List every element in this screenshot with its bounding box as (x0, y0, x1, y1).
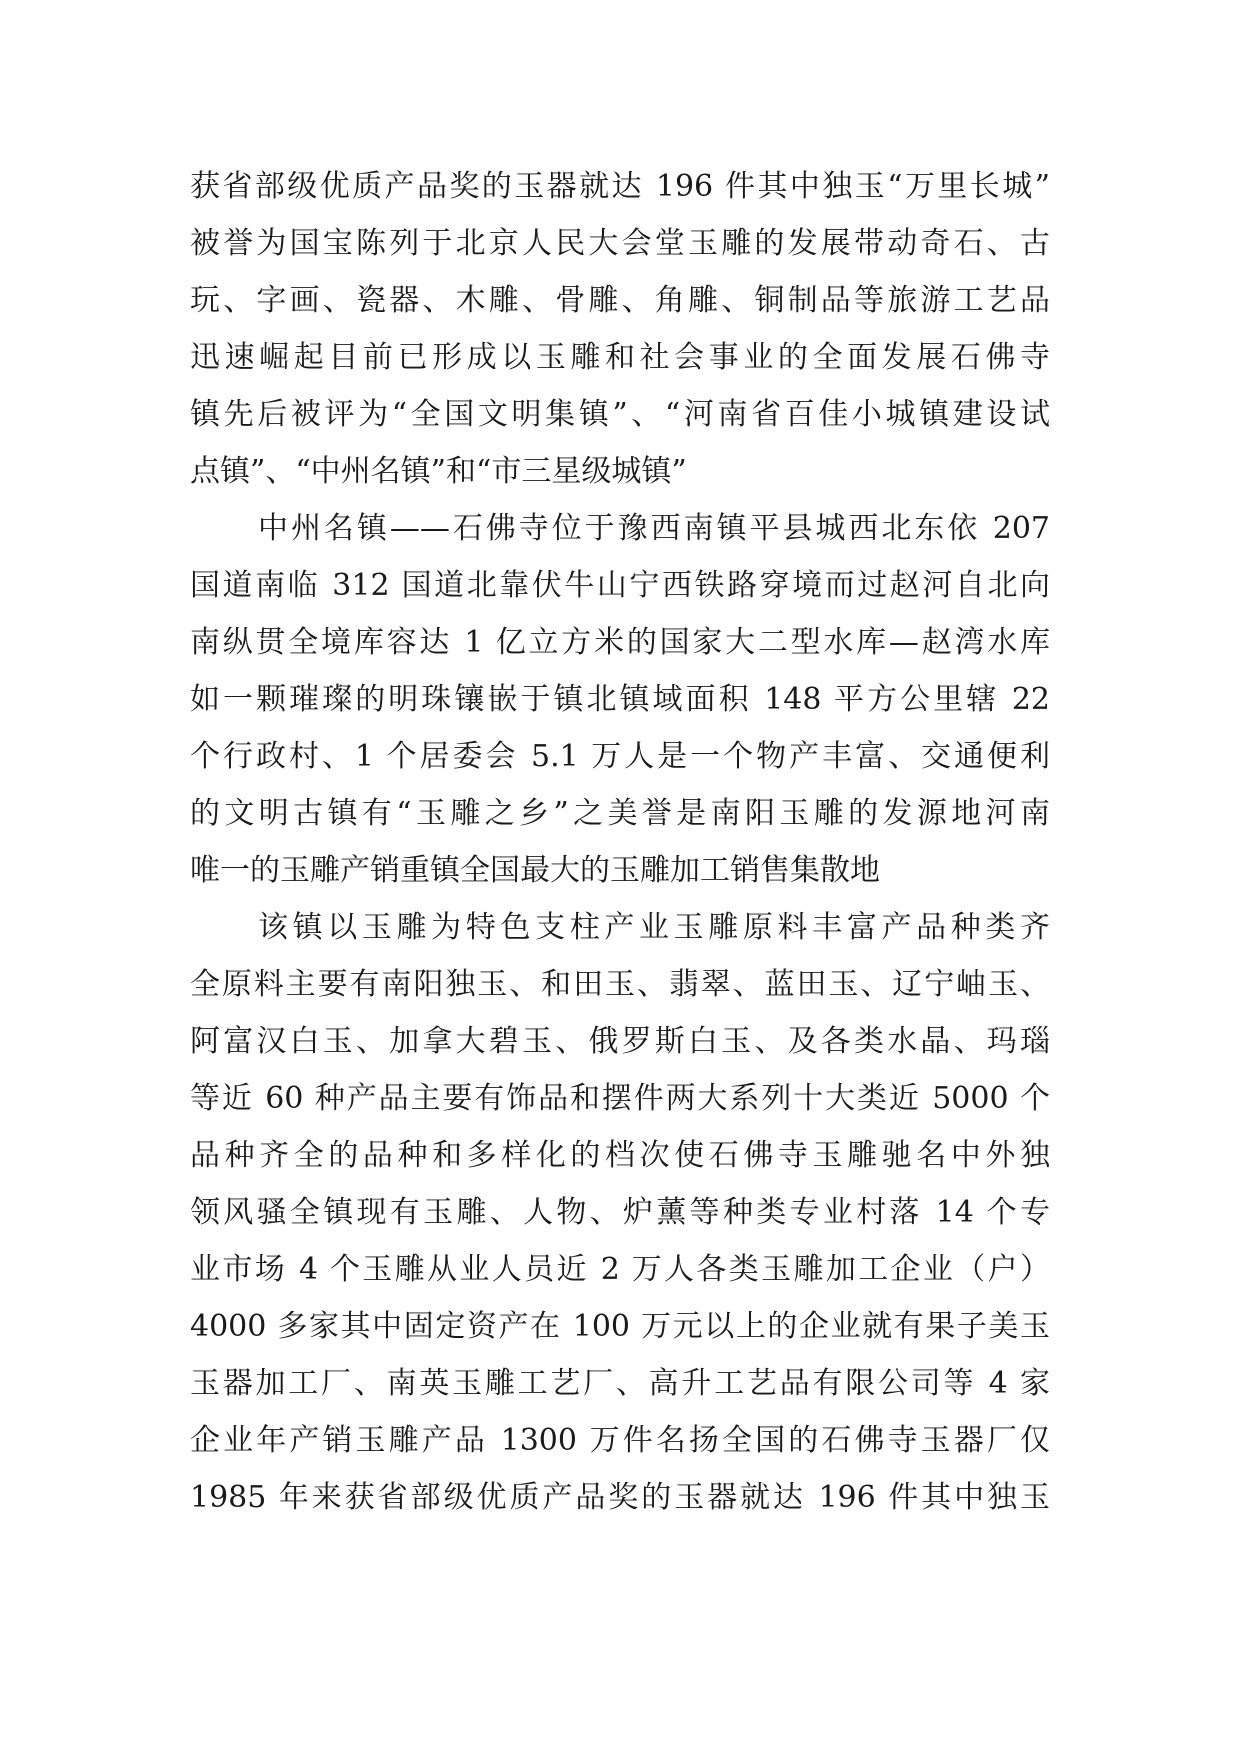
text-line: 获省部级优质产品奖的玉器就达 196 件其中独玉“万里长城” (190, 169, 1050, 204)
text-line: 如一颗璀璨的明珠镶嵌于镇北镇域面积 148 平方公里辖 22 (190, 682, 1050, 717)
text-line: 企业年产销玉雕产品 1300 万件名扬全国的石佛寺玉器厂仅 (190, 1423, 1050, 1458)
body-text (190, 158, 1050, 1526)
text-line: 点镇”、“中州名镇”和“市三星级城镇” (190, 454, 687, 489)
text-line: 等近 60 种产品主要有饰品和摆件两大系列十大类近 5000 个 (190, 1081, 1050, 1116)
paragraph-start-line: 中州名镇——石佛寺位于豫西南镇平县城西北东依 207 (258, 511, 1050, 546)
text-line: 玩、字画、瓷器、木雕、骨雕、角雕、铜制品等旅游工艺品 (190, 283, 1050, 318)
text-line: 国道南临 312 国道北靠伏牛山宁西铁路穿境而过赵河自北向 (190, 568, 1050, 603)
text-line: 个行政村、1 个居委会 5.1 万人是一个物产丰富、交通便利 (190, 739, 1050, 774)
text-line: 领风骚全镇现有玉雕、人物、炉薰等种类专业村落 14 个专 (190, 1195, 1050, 1230)
paragraph-start-line: 该镇以玉雕为特色支柱产业玉雕原料丰富产品种类齐 (258, 910, 1050, 945)
text-line: 玉器加工厂、南英玉雕工艺厂、高升工艺品有限公司等 4 家 (190, 1366, 1050, 1401)
text-line: 阿富汉白玉、加拿大碧玉、俄罗斯白玉、及各类水晶、玛瑙 (190, 1024, 1050, 1059)
text-line: 业市场 4 个玉雕从业人员近 2 万人各类玉雕加工企业（户） (190, 1252, 1050, 1287)
text-line: 唯一的玉雕产销重镇全国最大的玉雕加工销售集散地 (190, 853, 880, 888)
text-line: 4000 多家其中固定资产在 100 万元以上的企业就有果子美玉 (190, 1309, 1050, 1344)
text-line: 镇先后被评为“全国文明集镇”、“河南省百佳小城镇建设试 (190, 397, 1050, 432)
text-line: 迅速崛起目前已形成以玉雕和社会事业的全面发展石佛寺 (190, 340, 1050, 375)
text-line: 的文明古镇有“玉雕之乡”之美誉是南阳玉雕的发源地河南 (190, 796, 1050, 831)
text-line: 全原料主要有南阳独玉、和田玉、翡翠、蓝田玉、辽宁岫玉、 (190, 967, 1050, 1002)
text-line: 南纵贯全境库容达 1 亿立方米的国家大二型水库—赵湾水库 (190, 625, 1050, 660)
text-line: 1985 年来获省部级优质产品奖的玉器就达 196 件其中独玉 (190, 1480, 1050, 1515)
text-line: 被誉为国宝陈列于北京人民大会堂玉雕的发展带动奇石、古 (190, 226, 1050, 261)
text-line: 品种齐全的品种和多样化的档次使石佛寺玉雕驰名中外独 (190, 1138, 1050, 1173)
